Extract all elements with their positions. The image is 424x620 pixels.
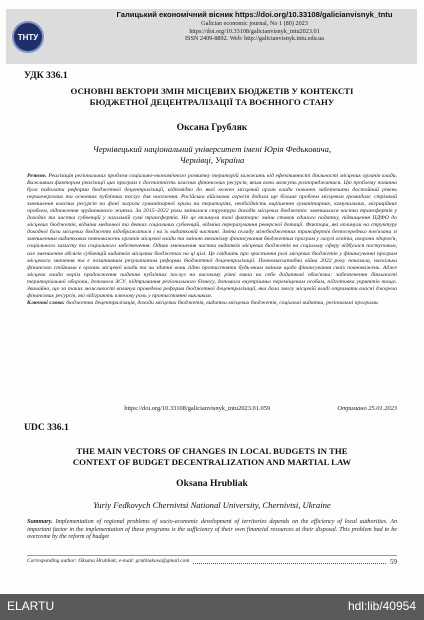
affiliation-en: Yuriy Fedkovych Chernivtsi National University, Chernivtsi, Ukraine bbox=[93, 500, 331, 510]
journal-issue: Galician economic journal, No 1 (80) 2023 bbox=[201, 20, 308, 27]
journal-doi-link[interactable]: https://doi.org/10.33108/galicianvisnyk_tntu2023.01 bbox=[189, 27, 320, 35]
affiliation-uk-line1: Чернівецький національний університет імені Юрія Федьковича, bbox=[92, 144, 332, 154]
article-title-en-line2: CONTEXT OF BUDGET DECENTRALIZATION AND MARTIAL LAW bbox=[72, 457, 352, 467]
repository-bar bbox=[0, 594, 424, 620]
affiliation-uk-line2: Чернівці, Україна bbox=[179, 155, 245, 165]
article-title-uk-line2: БЮДЖЕТНОЇ ДЕЦЕНТРАЛІЗАЦІЇ ТА ВОЄННОГО СТАНУ bbox=[89, 97, 335, 107]
summary-en-text: Implementation of regional problems of socio-economic development of territories depends on the efficiency of local authorities. An important factor in the implementation of these programs is the sufficiency of their own financial resources at their disposal. This problem had to be overcome by the reform of budget bbox=[27, 519, 397, 540]
page-footer bbox=[27, 555, 397, 566]
article-doi-row bbox=[27, 405, 397, 412]
university-logo: ТНТУ bbox=[14, 23, 42, 51]
article-title-uk bbox=[22, 86, 402, 108]
handle-id: hdl:lib/40954 bbox=[347, 599, 416, 613]
journal-title: Галицький економічний вісник https://doi.org/10.33108/galicianvisnyk_tntu bbox=[116, 10, 393, 19]
journal-issn: ISSN 2409-8892. Web: http://galicianvisnyk.tntu.edu.ua bbox=[184, 35, 325, 43]
repository-name: ELARTU bbox=[7, 599, 55, 613]
page-number: 59 bbox=[390, 558, 397, 566]
affiliation-uk bbox=[22, 144, 402, 166]
summary-en-label: Summary. bbox=[27, 519, 53, 525]
summary-en bbox=[27, 519, 397, 542]
abstract-uk-text: Реалізація регіональних проблем соціально-економічного розвитку територій залежить від ефективності діяльності місцевих органів влади. Важливим фактором реалізації цих програм є достатність власних фінансових ресурсів, яким вони можуть розпоряджатися. Цю проблему повинна була подолати реформа бюджетної децентралізації, відповідно до якої кожен місцевий орган влади повинен забезпечити достойний рівень першочергових та основних публічних послуг для населення. Російська військова агресія додала ще більше проблем місцевим громадам: стрімкий зменшення власних ресурсів на фоні загрози гуманітарної кризи на територіях, необхідність вирішення гуманітарних, комунальних, міграційних проблем, відновлення зруйнованого житла. За 2015–2022 роки змінилася структура доходів місцевих бюджетів: зменшилася частка трансфертів у доходах та частка субвенцій у загальній сумі трансфертів. Не це вплинули такі фактори: зміни ставок єдиного податку, підвищення ПДФО до місцевих бюджетів, відміна медичної та деяких соціальних субвенцій, відміна перерахування реверсної дотації. Фактори, які вплинули на структуру доходної бази місцевих бюджетів відображатися і на їх видатковій частині. Зміни складу міжбюджетних трансфертів безпосередньо пов'язана зі зменшенням видаткових повноважень органів місцевої влади та зміною механізму фінансування бюджетних програм у галузі освіти, охорони здоров'я, соціального захисту та соціального забезпечення. Однак зменшення частки видатків місцевих бюджетів на соціальну сферу відбулася поступовим, але зменшення обсягів субвенцій видатків місцевих бюджетах на ці цілі. Це свідчить про зростання ролі місцевих бюджетів у фінансуванні програм місцевого значення та є позитивним результатом реформи бюджетної децентралізації. Повномасштабна війна 2022 року показала, наскільки фінансово стійкими є органи місцевої влади та чи здатні вони гідно протистояти будь-яким змінам щодо фінансування своїх повноважень. Адже місцева влада окрім продовження надання публічних послуг на високому рівні взяла на себе додаткові обов'язки: забезпечення діяльності територіальної оборони, допомога ЗСУ, підтримання регіонального бізнесу, допомога внутрішньо переміщеним особам, підготовка укриттів тощо. Звичайно, що за таких можливості вплинуа проведена реформа бюджетної децентралізації, яка дала змогу місцевій владі отримати власні джерела фінансових ресурсів, які відіграють ключову роль у протистоянні викликам. bbox=[27, 173, 398, 299]
keywords-uk-text: бюджетна децентралізація, доходи місцевих бюджетів, видатки місцевих бюджетів, соціальні видатки, регіональні програми. bbox=[66, 299, 379, 306]
author-name-en: Oksana Hrubliak bbox=[176, 478, 248, 489]
keywords-uk-label: Ключові слова: bbox=[27, 299, 65, 306]
article-title-en-line1: THE MAIN VECTORS OF CHANGES IN LOCAL BUDGETS IN THE bbox=[76, 446, 348, 456]
footer-dot-leader bbox=[193, 558, 386, 564]
abstract-uk-label: Резюме. bbox=[27, 173, 47, 179]
author-name-uk: Оксана Грубляк bbox=[176, 122, 248, 133]
received-date: Отримано 25.01.2023 bbox=[337, 405, 397, 412]
udc-code: UDC 336.1 bbox=[24, 422, 69, 433]
journal-header bbox=[6, 9, 417, 64]
article-title-en bbox=[22, 446, 402, 468]
corresponding-author: Corresponding author: Oksana Hrubliak; e-mail: grubliakoxa@gmail.com bbox=[27, 558, 190, 564]
article-title-uk-line1: ОСНОВНІ ВЕКТОРИ ЗМІН МІСЦЕВИХ БЮДЖЕТІВ У КОНТЕКСТІ bbox=[70, 86, 354, 96]
udk-code: УДК 336.1 bbox=[24, 70, 68, 81]
article-doi-link[interactable]: https://doi.org/10.33108/galicianvisnyk_tntu2023.01.059 bbox=[124, 405, 271, 412]
abstract-uk bbox=[27, 173, 397, 307]
journal-header-text bbox=[98, 10, 411, 43]
